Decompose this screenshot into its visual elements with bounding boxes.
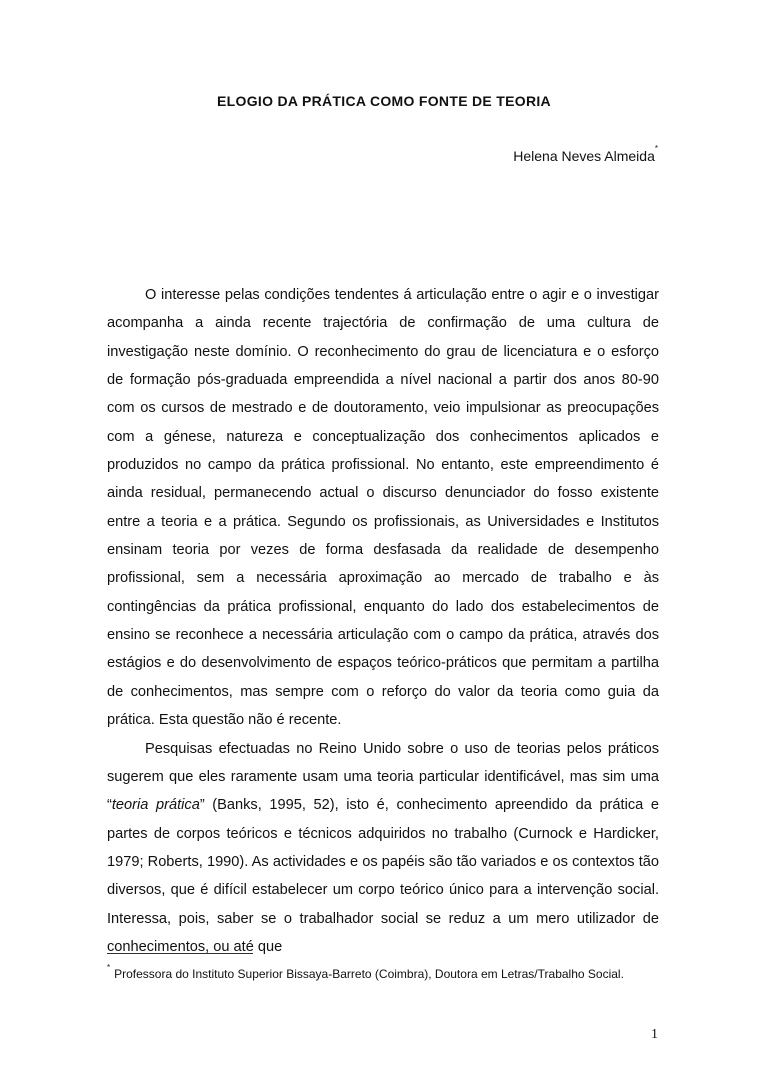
author-name: Helena Neves Almeida — [513, 148, 655, 164]
footnote-mark: * — [107, 963, 111, 972]
footnote-separator — [107, 953, 253, 954]
footnote-text: Professora do Instituto Superior Bissaya-Barreto (Coimbra), Doutora em Letras/Trabalho Social. — [114, 967, 624, 981]
footnote — [107, 962, 659, 983]
paragraph-1: O interesse pelas condições tendentes á articulação entre o agir e o investigar acompanha a ainda recente trajectória de confirmação de uma cultura de investigação neste domínio. O reconhecimento do grau de licenciatura e o esforço de formação pós-graduada empreendida a nível nacional a partir dos anos 80-90 com os cursos de mestrado e de doutoramento, veio impulsionar as preocupações com a génese, natureza e conceptualização dos conhecimentos aplicados e produzidos no campo da prática profissional. No entanto, este empreendimento é ainda residual, permanecendo actual o discurso denunciador do fosso existente entre a teoria e a prática. Segundo os profissionais, as Universidades e Institutos ensinam teoria por vezes de forma desfasada da realidade de desempenho profissional, sem a necessária aproximação ao mercado de trabalho e às contingências da prática profissional, enquanto do lado dos estabelecimentos de ensino se reconhece a necessária articulação com o campo da prática, através dos estágios e do desenvolvimento de espaços teórico-práticos que permitam a partilha de conhecimentos, mas sempre com o reforço do valor da teoria como guia da prática. Esta questão não é recente. — [107, 287, 659, 729]
author-line — [513, 144, 658, 164]
paragraph-2-italic-term: teoria prática — [111, 797, 200, 814]
paragraph-2-start: Pesquisas efectuadas no Reino Unido sobre o uso de teorias pelos práticos sugerem que eles raramente usam uma teoria particular identificável, mas sim uma “ — [107, 740, 659, 814]
document-title: ELOGIO DA PRÁTICA COMO FONTE DE TEORIA — [217, 93, 551, 109]
page-number: 1 — [651, 1027, 658, 1042]
paragraph-2 — [107, 735, 659, 962]
paragraph-2-end: ” (Banks, 1995, 52), isto é, conhecimento apreendido da prática e partes de corpos teóricos e técnicos adquiridos no trabalho (Curnock e Hardicker, 1979; Roberts, 1990). As actividades e os papéis são tão variados e os contextos tão diversos, que é difícil estabelecer um corpo teórico único para a intervenção social. Interessa, pois, saber se o trabalhador social se reduz a um mero utilizador de conhecimentos, ou até que — [107, 797, 659, 955]
author-footnote-mark: * — [654, 144, 658, 154]
body-text — [107, 281, 659, 961]
